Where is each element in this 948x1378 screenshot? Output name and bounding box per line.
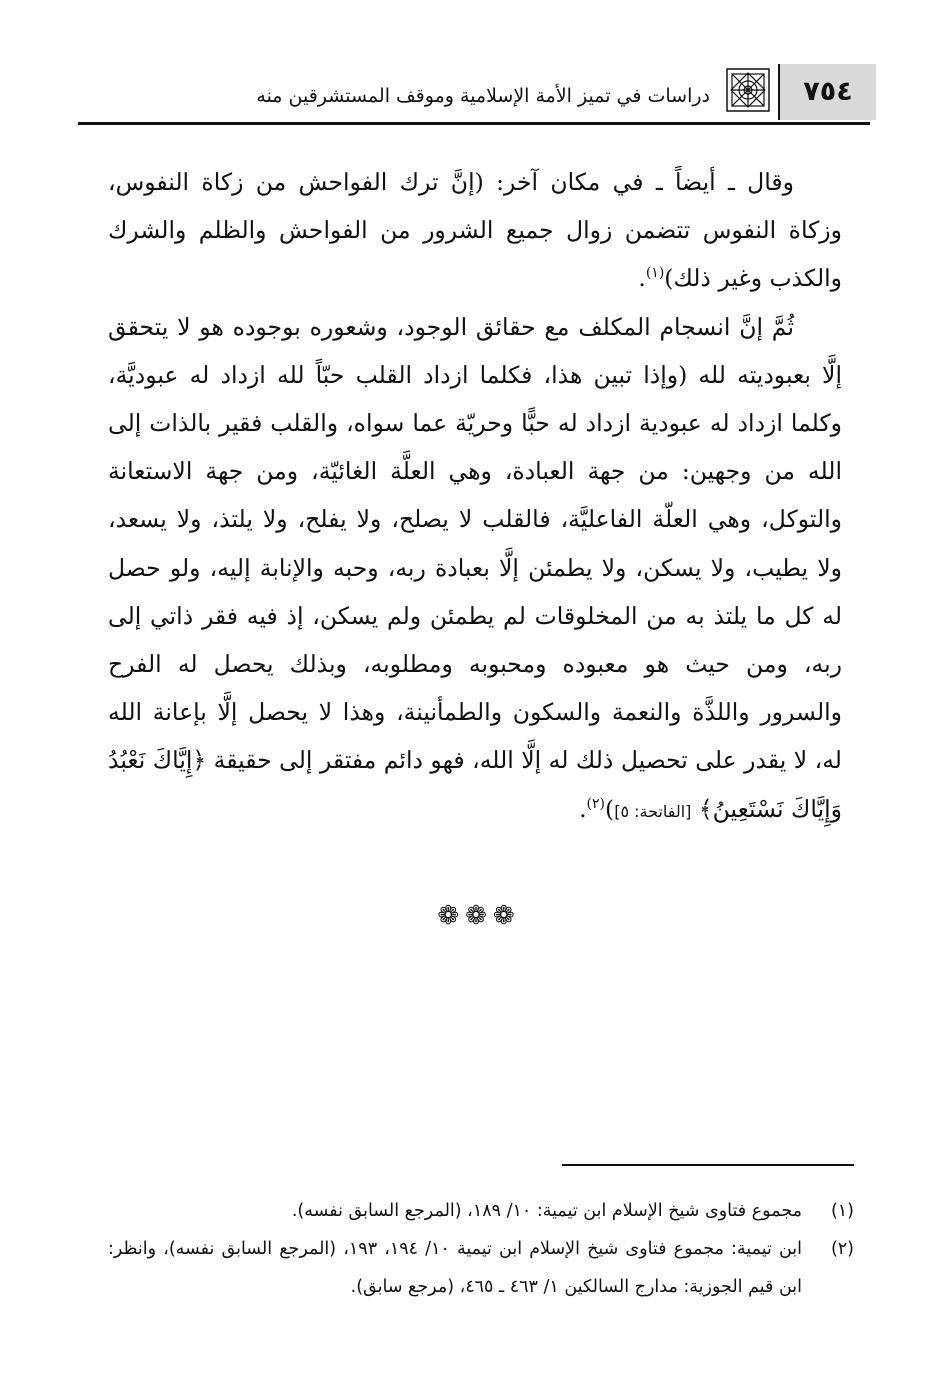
page-number-box [778,64,876,120]
footnote-1-text: مجموع فتاوى شيخ الإسلام ابن تيمية: ١٠/ ١٨٩، (المرجع السابق نفسه). [291,1201,802,1221]
footnote-2 [108,1230,854,1306]
footnote-1 [108,1192,854,1230]
verse-reference: [الفاتحة: ٥] [614,801,692,821]
geometric-ornament-icon [726,68,770,112]
paragraph-2-end: . [579,794,587,823]
running-title: دراسات في تميز الأمة الإسلامية وموقف المستشرقين منه [256,85,710,107]
page-number: ٧٥٤ [803,76,853,107]
footnote-1-number: (١) [830,1201,854,1221]
running-header [78,62,870,124]
footnote-rule [562,1164,854,1166]
paragraph-1-text: وقال ـ أيضاً ـ في مكان آخر: (إنَّ ترك الفواحش من زكاة النفوس، وزكاة النفوس تتضمن زوال جميع الشرور من الفواحش والظلم والشرك والكذب وغير ذلك) [108,168,842,293]
paragraph-2 [108,303,842,836]
main-text [108,158,842,836]
footnote-ref-1: (١) [645,265,665,282]
section-separator: ❁❁❁ [437,901,521,931]
footnote-2-number: (٢) [830,1239,854,1259]
paragraph-2-text: ثُمَّ إنَّ انسجام المكلف مع حقائق الوجود، وشعوره بوجوده هو لا يتحقق إلَّا بعبوديته لله (وإذا تبين هذا، فكلما ازداد القلب حبّاً لله ازداد له عبوديَّة، وكلما ازداد له عبودية ازداد له حبًّا وحريّة عما سواه، والقلب فقير بالذات إلى الله من وجهين: من جهة العبادة، وهي العلَّة الغائيّة، ومن جهة الاستعانة والتوكل، وهي العلّة الفاعليَّة، فالقلب لا يصلح، ولا يفلح، ولا يلتذ، ولا يسعد، ولا يطيب، ولا يسكن، ولا يطمئن إلَّا بعبادة ربه، وحبه والإنابة إليه، ولو حصل له كل ما يلتذ به من المخلوقات لم يطمئن ولم يسكن، إذ فيه فقر ذاتي إلى ربه، ومن حيث هو معبوده ومحبوبه ومطلوبه، وبذلك يحصل له الفرح والسرور واللذَّة والنعمة والسكون والطمأنينة، وهذا لا يحصل إلَّا بإعانة الله له، لا يقدر على تحصيل ذلك له إلَّا الله، فهو دائم مفتقر إلى حقيقة [108,312,842,775]
footnote-ref-2: (٢) [586,795,606,812]
header-rule [78,122,870,125]
paragraph-1-end: . [638,264,646,293]
quote-close: ) [605,794,615,823]
quran-verse: ﴿إِيَّاكَ نَعْبُدُ وَإِيَّاكَ نَسْتَعِينُ﴾ [108,746,842,823]
footnote-2-text: ابن تيمية: مجموع فتاوى شيخ الإسلام ابن تيمية ١٠/ ١٩٤، ١٩٣، (المرجع السابق نفسه)، وانظر: ابن قيم الجوزية: مدارج السالكين ١/ ٤٦٣ ـ ٤٦٥، (مرجع سابق). [108,1239,803,1297]
paragraph-1 [108,158,842,303]
footnotes [108,1192,854,1306]
